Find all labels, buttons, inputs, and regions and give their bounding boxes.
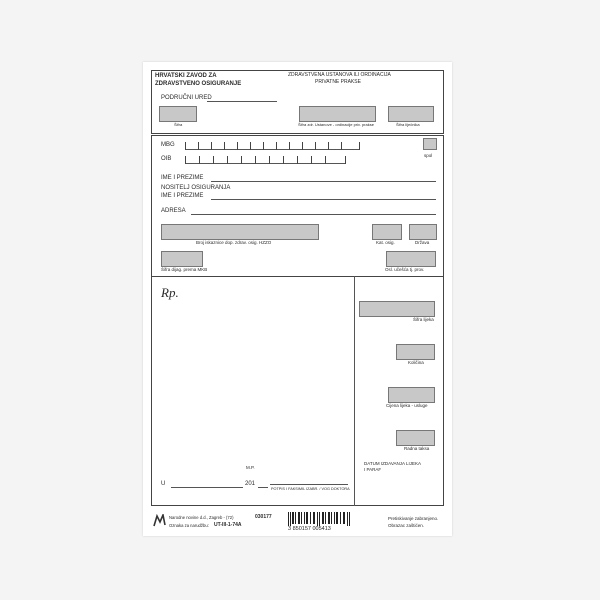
drug-code-label: Šifra lijeka <box>413 317 434 322</box>
spol-field[interactable] <box>423 138 437 150</box>
form-number: 030177 <box>255 514 272 520</box>
barcode-digits: 3 850157 005413 <box>288 526 331 532</box>
code-label-2: Šifra zdr. Ustanove - ordinacije priv. prakse <box>298 122 374 127</box>
place-label: U <box>161 481 166 487</box>
drug-code-field[interactable] <box>359 301 435 317</box>
barcode <box>287 512 351 526</box>
issue-date-label-line1: DATUM IZDAVANJA LIJEKA <box>364 461 422 466</box>
oib-tick <box>325 156 326 164</box>
country-field[interactable] <box>409 224 437 240</box>
insurance-card-label: Broj iskaznice dop. zdrav. osig. HZZO <box>196 240 272 245</box>
code-field-2[interactable] <box>299 106 376 122</box>
name-label: IME I PREZIME <box>161 175 204 181</box>
practice-line1: ZDRAVSTVENA USTANOVA ILI ORDINACIJA <box>288 72 391 78</box>
mbg-tick <box>276 142 277 150</box>
code-label-1: Šifra <box>174 122 183 127</box>
oib-tick <box>255 156 256 164</box>
prescription-form <box>143 62 452 536</box>
quantity-label: Količina <box>408 360 424 365</box>
insured-label-line2: IME I PREZIME <box>161 193 204 199</box>
oib-tick <box>269 156 270 164</box>
branch-label: PODRUČNI URED <box>161 95 212 101</box>
year-line <box>258 487 268 488</box>
mbg-tick <box>250 142 251 150</box>
code-label-3: Šifra liječnika <box>396 122 420 127</box>
work-fee-field[interactable] <box>396 430 435 446</box>
reprint-notice-line1: Pretiskivanje zabranjeno. <box>388 516 439 521</box>
spol-label: spol <box>424 153 433 158</box>
mbg-tick <box>341 142 342 150</box>
mbg-tick <box>315 142 316 150</box>
reprint-notice-line2: Obrazac zaštićen. <box>388 523 425 528</box>
oib-tick <box>283 156 284 164</box>
publisher-text: Narodne novine d.d., Zagreb - (72) <box>169 515 234 520</box>
signature-label: POTPIS I FAKSIMIL IZABR. / VOG DOKTORA <box>271 487 350 491</box>
mbg-tick <box>302 142 303 150</box>
code-field-3[interactable] <box>388 106 434 122</box>
place-line <box>171 487 243 488</box>
address-label: ADRESA <box>161 208 186 214</box>
insurance-category-label: Kat. osig. <box>376 240 395 245</box>
mbg-tick <box>263 142 264 150</box>
issue-date-label-line2: I PARAF <box>364 467 382 472</box>
year-label: 201 <box>245 481 256 487</box>
institute-name-line2: ZDRAVSTVENO OSIGURANJE <box>155 81 242 87</box>
oib-tick <box>311 156 312 164</box>
oib-label: OIB <box>161 156 172 162</box>
mbg-tick <box>198 142 199 150</box>
code-field-1[interactable] <box>159 106 197 122</box>
insurance-card-field[interactable] <box>161 224 319 240</box>
order-code: UT-III-1-74A <box>214 522 242 528</box>
oib-tick <box>227 156 228 164</box>
side-column-divider <box>354 276 355 506</box>
work-fee-label: Radna taksa <box>404 446 430 451</box>
mbg-label: MBG <box>161 142 175 148</box>
mbg-tick <box>237 142 238 150</box>
quantity-field[interactable] <box>396 344 435 360</box>
oib-baseline <box>185 163 345 164</box>
insurance-category-field[interactable] <box>372 224 402 240</box>
price-field[interactable] <box>388 387 435 403</box>
oib-tick <box>241 156 242 164</box>
branch-line <box>207 101 277 102</box>
diagnosis-code-label: Šifra dijag. prema MKB <box>161 267 208 272</box>
order-label: Oznaka za narudžbu: <box>169 523 209 528</box>
rp-label: Rp. <box>161 285 179 300</box>
oib-tick <box>185 156 186 164</box>
oib-tick <box>199 156 200 164</box>
practice-line2: PRIVATNE PRAKSE <box>315 79 361 85</box>
address-line <box>191 214 436 215</box>
oib-tick <box>345 156 346 164</box>
signature-line <box>270 484 348 485</box>
country-label: Država <box>415 240 430 245</box>
diagnosis-code-field[interactable] <box>161 251 203 267</box>
publisher-logo-icon <box>153 514 166 527</box>
name-line <box>211 181 436 182</box>
mbg-tick <box>224 142 225 150</box>
price-label: Cijena lijeka - usluge <box>386 403 428 408</box>
mbg-tick <box>289 142 290 150</box>
mbg-tick <box>211 142 212 150</box>
participation-field[interactable] <box>386 251 436 267</box>
participation-label: Osl. učešća tj. prov. <box>385 267 425 272</box>
mbg-tick <box>359 142 360 150</box>
insured-line <box>211 199 436 200</box>
oib-tick <box>213 156 214 164</box>
mbg-tick <box>328 142 329 150</box>
oib-tick <box>297 156 298 164</box>
mbg-tick <box>185 142 186 150</box>
institute-name-line1: HRVATSKI ZAVOD ZA <box>155 73 217 79</box>
insured-label-line1: NOSITELJ OSIGURANJA <box>161 185 231 191</box>
mp-label: M.P. <box>246 465 255 470</box>
